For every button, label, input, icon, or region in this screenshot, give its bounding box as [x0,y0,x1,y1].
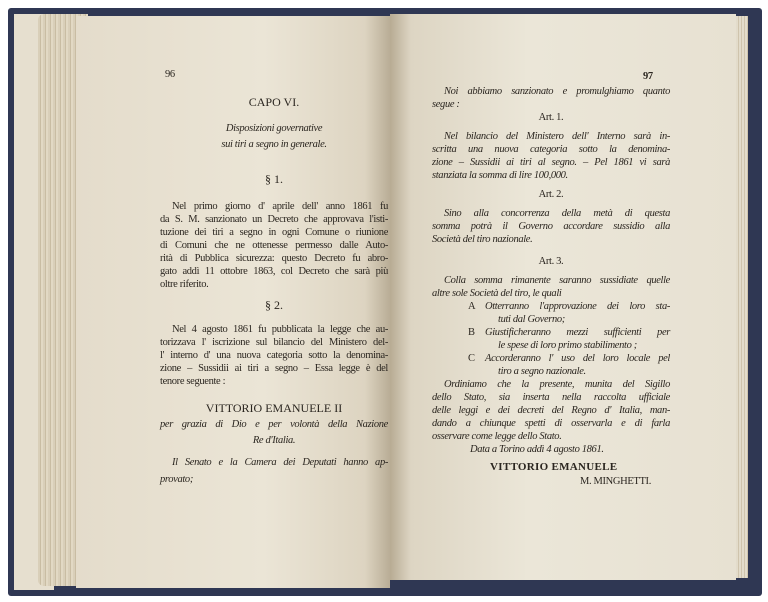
page-number-right: 97 [643,71,653,82]
grace-line: per grazia di Dio e per volontà della Nazione [160,419,388,430]
signature-king: VITTORIO EMANUELE [490,461,618,473]
king-title: Re d'Italia. [252,435,296,446]
text-line: Sino alla concorrenza della metà di questa [444,208,670,219]
article-3-heading: Art. 3. [538,256,564,267]
text-line: l' interno d' una nuova categoria sotto la denomina- [160,350,388,361]
article-2-heading: Art. 2. [538,189,564,200]
text-line: torizzava l' iscrizione sul bilancio del Ministero del- [160,337,388,348]
right-page-edges [736,16,748,578]
text-line: Colla somma rimanente saranno sussidiate quelle [444,275,670,286]
text-line: zione – Sussidii ai tiri a segno – Essa legge è del [160,363,388,374]
chapter-subtitle-1: Disposizioni governative [225,123,323,134]
text-line: tuti dal Governo; [498,314,565,325]
text-line: gato addì 11 ottobre 1863, col Decreto che sarà più [160,266,388,277]
text-line: Otterranno l'approvazione dei loro sta- [485,301,670,312]
condition-letter: C [468,353,475,364]
text-line: delle leggi e dei decreti del Regno d' Italia, man- [432,405,670,416]
text-line: Società del tiro nazionale. [432,234,533,245]
text-line: le spese di loro primo stabilimento ; [498,340,637,351]
text-line: osservare come legge dello Stato. [432,431,562,442]
text-line: tenore seguente : [160,376,226,387]
text-line: somma potrà il Governo accordare sussidio alla [432,221,670,232]
text-line: Nel bilancio del Ministero dell' Interno sarà in- [444,131,670,142]
text-line: Ordiniamo che la presente, munita del Sigillo [444,379,670,390]
text-line: scritta una nuova categoria sotto la denomina- [432,144,670,155]
signature-minister: M. MINGHETTI. [580,476,651,487]
text-line: oltre riferito. [160,279,209,290]
chapter-subtitle-2: sui tiri a segno in generale. [221,139,327,150]
article-1-heading: Art. 1. [538,112,564,123]
text-line: altre sole Società del tiro, le quali [432,288,562,299]
text-line: segue : [432,99,460,110]
text-line: Nel 4 agosto 1861 fu pubblicata la legge che au- [172,324,388,335]
text-line: Nel primo giorno d' aprile dell' anno 1861 fu [172,201,388,212]
text-line: da S. M. sanzionato un Decreto che approvava l'isti- [160,214,388,225]
condition-letter: A [468,301,476,312]
date-line: Data a Torino addì 4 agosto 1861. [470,444,604,455]
king-heading: VITTORIO EMANUELE II [205,401,343,415]
text-line: di Comuni che ne ottenesse permesso dalle Auto- [160,240,388,251]
text-line: rità di Pubblica sicurezza: questo Decreto fu abro- [160,253,388,264]
text-line: stanziata la somma di lire 100,000. [432,170,568,181]
text-line: Noi abbiamo sanzionato e promulghiamo quanto [444,86,670,97]
text-line: dello Stato, sia inserta nella raccolta ufficiale [432,392,670,403]
text-line: Il Senato e la Camera dei Deputati hanno ap- [172,457,388,468]
chapter-heading: CAPO VI. [248,95,300,109]
text-line: provato; [160,474,193,485]
section-heading-2: § 2. [265,298,283,312]
section-heading-1: § 1. [265,172,283,186]
text-line: tuzione dei tiri a segno in ogni Comune o riunione [160,227,388,238]
text-line: tiro a segno nazionale. [498,366,586,377]
text-line: Accorderanno l' uso del loro locale pel [485,353,670,364]
text-line: zione – Sussidii ai tiri al segno. – Pel 1861 vi sarà [432,157,670,168]
text-line: dando a chiunque spetti di osservarla e di farla [432,418,670,429]
condition-letter: B [468,327,475,338]
page-number-left: 96 [165,69,175,80]
text-line: Giustificheranno mezzi sufficienti per [485,327,670,338]
